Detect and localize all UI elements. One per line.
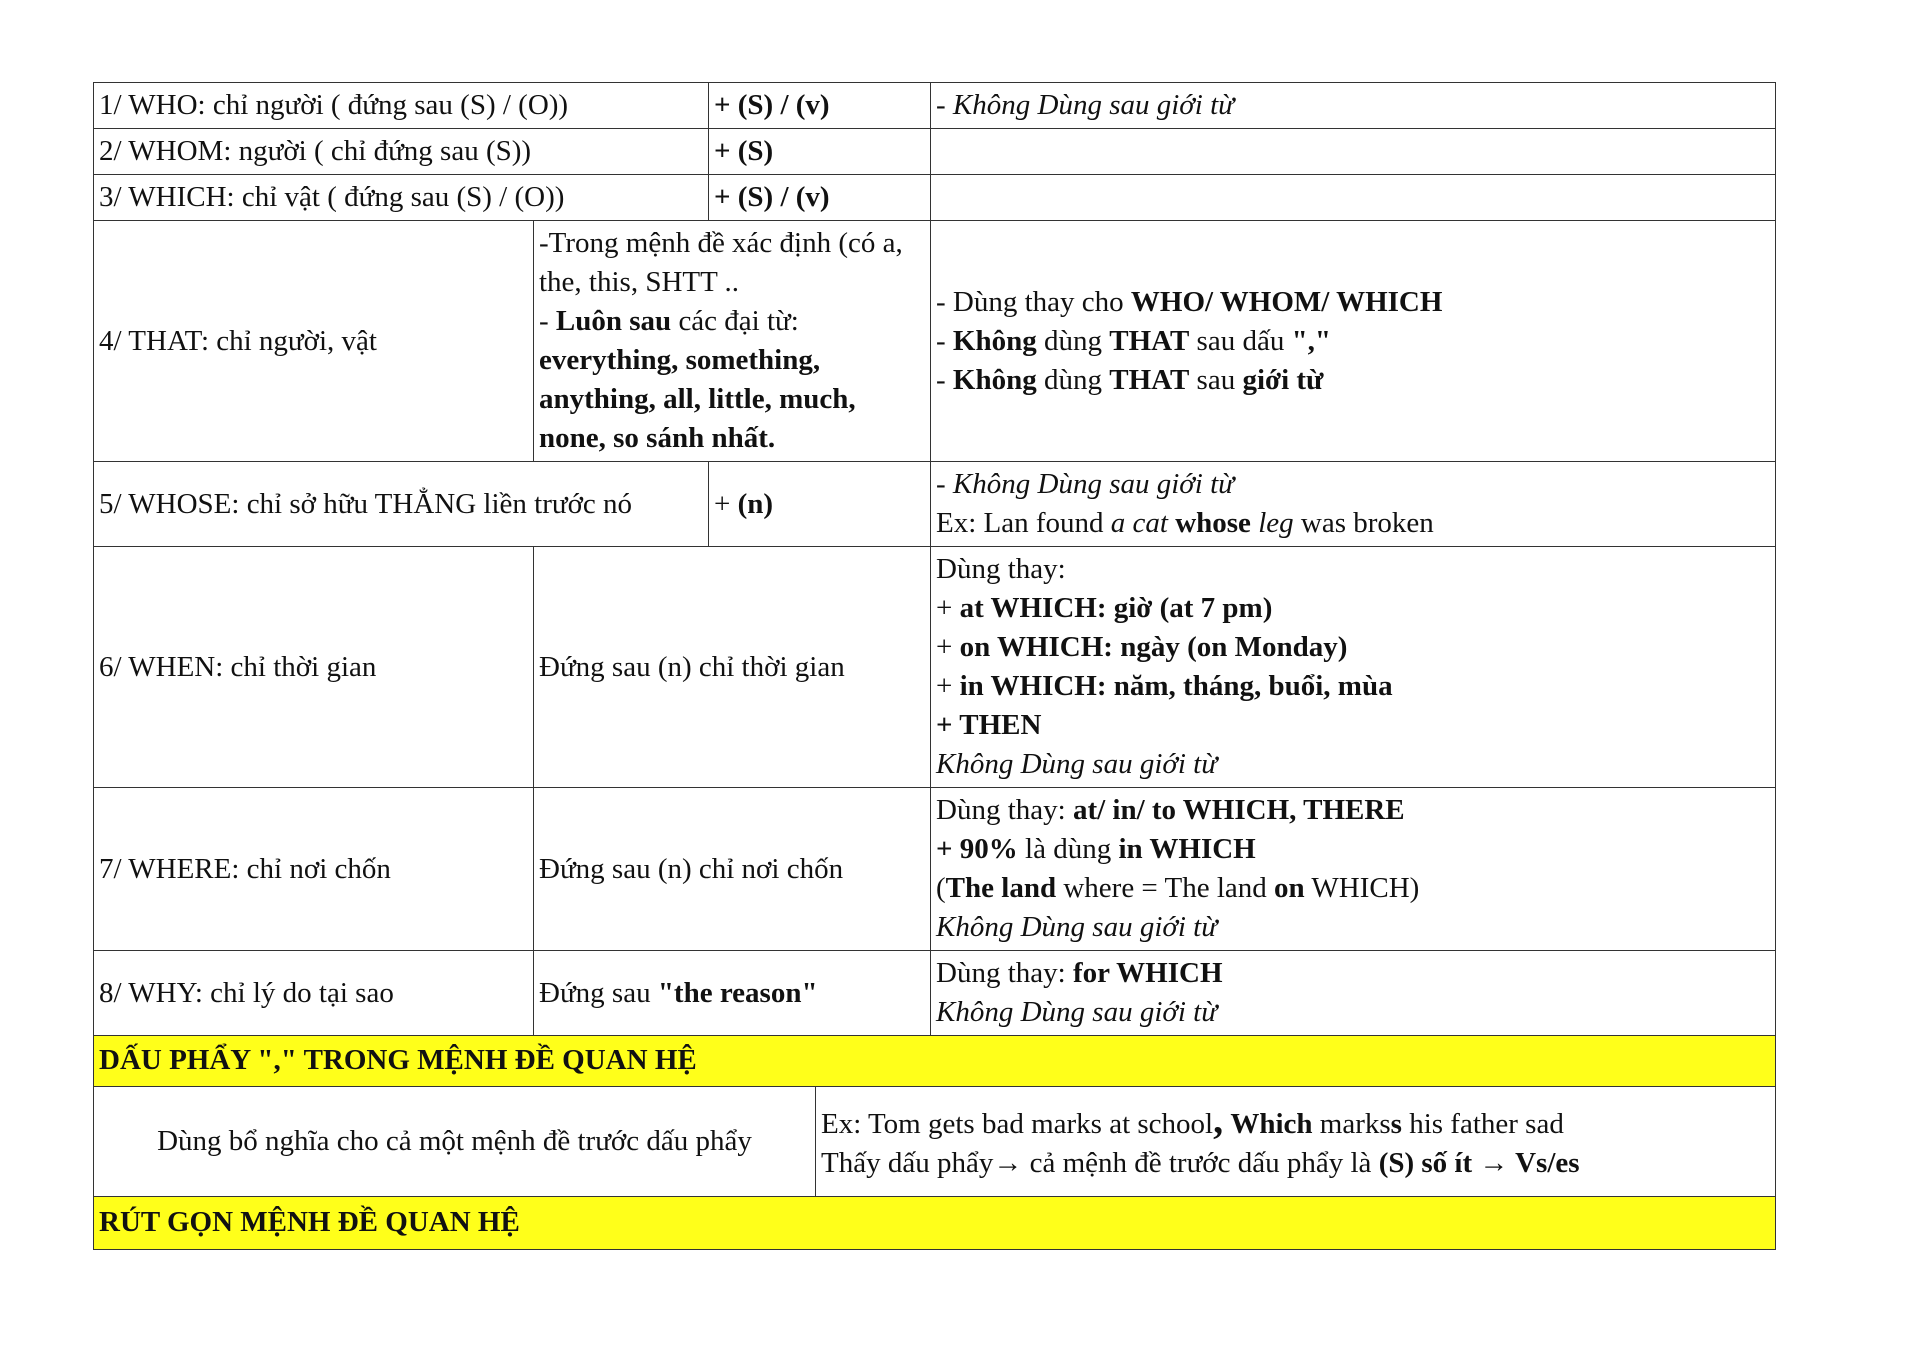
table-row (94, 462, 1776, 547)
that-note-line: - Không dùng THAT sau dấu "," (936, 324, 1332, 357)
where-note-line: + 90% là dùng in WHICH (936, 833, 1256, 865)
who-label: 1/ WHO: chỉ người ( đứng sau (S) / (O)) (94, 83, 709, 129)
comma-example-line: Ex: Tom gets bad marks at school, Which markss his father sad (821, 1096, 1564, 1142)
where-note-line: (The land where = The land on WHICH) (936, 872, 1420, 904)
where-usage: Đứng sau (n) chỉ nơi chốn (534, 788, 931, 951)
when-note (931, 547, 1776, 788)
table-row (94, 83, 1776, 129)
comma-section-table (93, 1035, 1776, 1250)
whose-note-line: - Không Dùng sau giới từ (936, 468, 1234, 500)
table-row (94, 175, 1776, 221)
why-note-line: Dùng thay: for WHICH (936, 957, 1223, 989)
that-note-line: - Không dùng THAT sau giới từ (936, 363, 1324, 396)
table-row (94, 951, 1776, 1036)
that-usage-line: - Luôn sau các đại từ: (539, 305, 799, 337)
whose-note (931, 462, 1776, 547)
where-note-line: Dùng thay: at/ in/ to WHICH, THERE (936, 794, 1405, 826)
when-label: 6/ WHEN: chỉ thời gian (94, 547, 534, 788)
whom-label: 2/ WHOM: người ( chỉ đứng sau (S)) (94, 129, 709, 175)
which-structure: + (S) / (v) (709, 175, 931, 221)
section-heading-row (94, 1196, 1776, 1249)
section-heading-row (94, 1035, 1776, 1086)
when-note-line: Không Dùng sau giới từ (936, 748, 1218, 780)
when-note-line: + THEN (936, 709, 1042, 741)
which-note (931, 175, 1776, 221)
relative-pronouns-table (93, 82, 1776, 1036)
that-usage (534, 221, 931, 462)
where-label: 7/ WHERE: chỉ nơi chốn (94, 788, 534, 951)
when-note-line: + at WHICH: giờ (at 7 pm) (936, 592, 1273, 624)
reduce-section-heading: RÚT GỌN MỆNH ĐỀ QUAN HỆ (94, 1196, 1776, 1249)
comma-section-heading: DẤU PHẨY "," TRONG MỆNH ĐỀ QUAN HỆ (94, 1035, 1776, 1086)
whose-structure: + (n) (709, 462, 931, 547)
table-row (94, 221, 1776, 462)
why-usage: Đứng sau "the reason" (534, 951, 931, 1036)
relative-clause-table-page (93, 82, 1775, 1250)
who-structure: + (S) / (v) (709, 83, 931, 129)
when-note-line: + on WHICH: ngày (on Monday) (936, 631, 1348, 663)
whose-example: Ex: Lan found a cat whose leg was broken (936, 507, 1434, 539)
where-note (931, 788, 1776, 951)
comma-example (816, 1086, 1776, 1196)
why-note-line: Không Dùng sau giới từ (936, 996, 1218, 1028)
that-label: 4/ THAT: chỉ người, vật (94, 221, 534, 462)
why-label: 8/ WHY: chỉ lý do tại sao (94, 951, 534, 1036)
when-usage: Đứng sau (n) chỉ thời gian (534, 547, 931, 788)
who-note: - Không Dùng sau giới từ (931, 83, 1776, 129)
table-row (94, 788, 1776, 951)
whom-structure: + (S) (709, 129, 931, 175)
why-note (931, 951, 1776, 1036)
comma-usage: Dùng bổ nghĩa cho cả một mệnh đề trước dấu phẩy (94, 1086, 816, 1196)
table-row (94, 129, 1776, 175)
whom-note (931, 129, 1776, 175)
table-row (94, 1086, 1776, 1196)
when-note-line: + in WHICH: năm, tháng, buổi, mùa (936, 670, 1393, 702)
whose-label: 5/ WHOSE: chỉ sở hữu THẲNG liền trước nó (94, 462, 709, 547)
table-row (94, 547, 1776, 788)
that-note (931, 221, 1776, 462)
comma-note-line: Thấy dấu phẩy→ cả mệnh đề trước dấu phẩy là (S) số ít → Vs/es (821, 1146, 1580, 1179)
where-note-line: Không Dùng sau giới từ (936, 911, 1218, 943)
that-note-line: - Dùng thay cho WHO/ WHOM/ WHICH (936, 285, 1443, 318)
which-label: 3/ WHICH: chỉ vật ( đứng sau (S) / (O)) (94, 175, 709, 221)
that-usage-line: everything, something, anything, all, little, much, none, so sánh nhất. (539, 344, 856, 454)
when-note-line: Dùng thay: (936, 553, 1066, 585)
that-usage-line: -Trong mệnh đề xác định (có a, the, this, SHTT .. (539, 227, 903, 298)
